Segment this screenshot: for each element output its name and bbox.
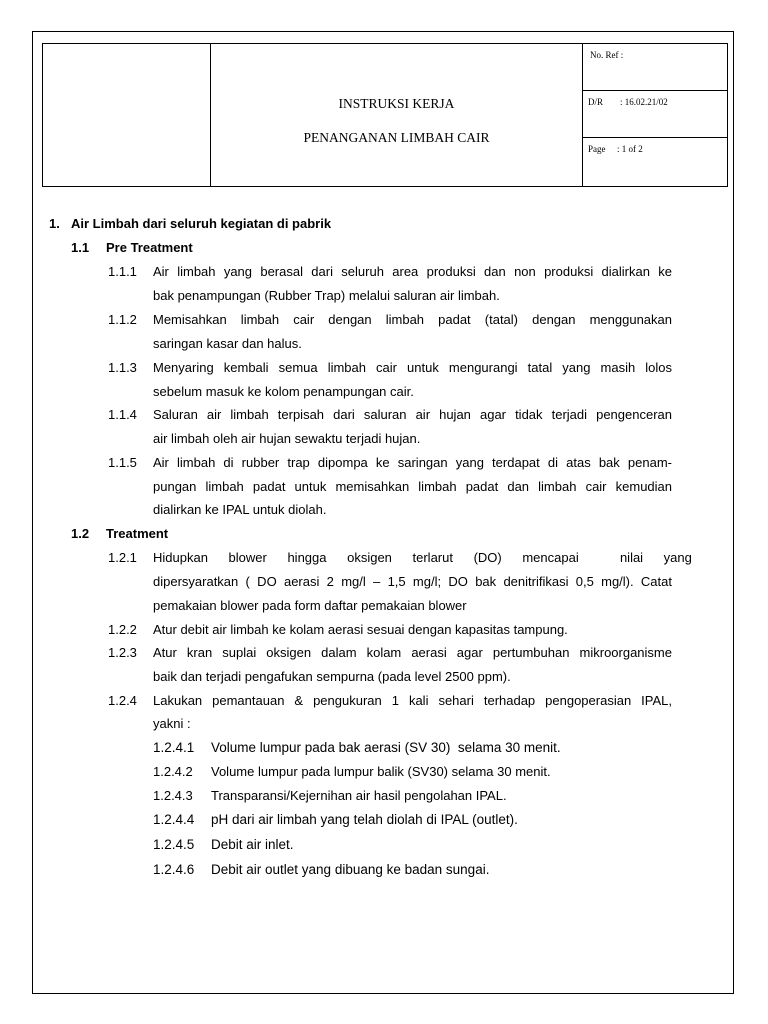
logo-cell — [43, 44, 211, 186]
subsection-number: 1.1 — [71, 240, 90, 255]
item-number: 1.1.1 — [108, 264, 137, 279]
item-number: 1.1.4 — [108, 407, 137, 422]
sub-item-number: 1.2.4.2 — [153, 764, 193, 779]
item-text-line: dialirkan ke IPAL untuk diolah. — [153, 502, 327, 517]
item-number: 1.2.4 — [108, 693, 137, 708]
item-text-line: dipersyaratkan ( DO aerasi 2 mg/l – 1,5 mg/l; DO bak denitrifikasi 0,5 mg/l). Catat — [153, 574, 672, 589]
item-text-line: Air limbah yang berasal dari seluruh area produksi dan non produksi dialirkan ke — [153, 264, 672, 279]
sub-item-text: Debit air inlet. — [211, 837, 294, 852]
item-text-line: sebelum masuk ke kolom penampungan cair. — [153, 384, 414, 399]
item-text-line: Lakukan pemantauan & pengukuran 1 kali sehari terhadap pengoperasian IPAL, — [153, 693, 672, 708]
item-text-line: Saluran air limbah terpisah dari saluran air hujan agar tidak terjadi pengenceran — [153, 407, 672, 422]
item-number: 1.1.5 — [108, 455, 137, 470]
subsection-title: Pre Treatment — [106, 240, 193, 255]
item-text-line: Menyaring kembali semua limbah cair untuk mengurangi tatal yang masih lolos — [153, 360, 672, 375]
sub-item-text: pH dari air limbah yang telah diolah di IPAL (outlet). — [211, 812, 518, 827]
sub-item-text: Debit air outlet yang dibuang ke badan sungai. — [211, 862, 490, 877]
item-text-line: Atur kran suplai oksigen dalam kolam aerasi agar pertumbuhan mikroorganisme — [153, 645, 672, 660]
doc-subject-title: PENANGANAN LIMBAH CAIR — [303, 130, 490, 145]
title-cell — [211, 44, 583, 186]
item-text-line: yakni : — [153, 716, 191, 731]
dr-row — [583, 91, 727, 138]
sub-item-number: 1.2.4.3 — [153, 788, 193, 803]
page-value: : 1 of 2 — [617, 144, 643, 154]
section-title: Air Limbah dari seluruh kegiatan di pabrik — [71, 216, 332, 231]
sub-item-text: Transparansi/Kejernihan air hasil pengolahan IPAL. — [211, 788, 507, 803]
sub-item-number: 1.2.4.1 — [153, 740, 195, 755]
item-text-line: Atur debit air limbah ke kolam aerasi sesuai dengan kapasitas tampung. — [153, 622, 568, 637]
sub-item-text: Volume lumpur pada lumpur balik (SV30) selama 30 menit. — [211, 764, 551, 779]
section-number: 1. — [49, 216, 60, 231]
item-text-line: baik dan terjadi pengafukan sempurna (pada level 2500 ppm). — [153, 669, 511, 684]
item-text-line: pungan limbah padat untuk memisahkan limbah padat dan limbah cair kemudian — [153, 479, 672, 494]
sub-item-number: 1.2.4.4 — [153, 812, 195, 827]
page-row — [583, 138, 727, 186]
no-ref-label: No. Ref : — [590, 50, 624, 60]
item-text-line: Memisahkan limbah cair dengan limbah padat (tatal) dengan menggunakan — [153, 312, 672, 327]
item-number: 1.1.2 — [108, 312, 137, 327]
page-label: Page — [588, 144, 606, 154]
dr-label: D/R — [588, 97, 604, 107]
item-number: 1.2.2 — [108, 622, 137, 637]
dr-value: : 16.02.21/02 — [620, 97, 668, 107]
sub-item-number: 1.2.4.6 — [153, 862, 195, 877]
no-ref-row — [583, 44, 727, 91]
item-text-line: pemakaian blower pada form daftar pemakaian blower — [153, 598, 467, 613]
subsection-number: 1.2 — [71, 526, 90, 541]
item-text-line: saringan kasar dan halus. — [153, 336, 302, 351]
item-number: 1.2.3 — [108, 645, 137, 660]
item-number: 1.2.1 — [108, 550, 137, 565]
sub-item-number: 1.2.4.5 — [153, 837, 195, 852]
item-text-line: Hidupkan blower hingga oksigen terlarut (DO) mencapai nilai yang — [153, 550, 692, 565]
subsection-title: Treatment — [106, 526, 169, 541]
item-number: 1.1.3 — [108, 360, 137, 375]
meta-cell — [583, 44, 727, 186]
item-text-line: bak penampungan (Rubber Trap) melalui saluran air limbah. — [153, 288, 500, 303]
document-header — [42, 43, 728, 187]
item-text-line: air limbah oleh air hujan sewaktu terjadi hujan. — [153, 431, 421, 446]
sub-item-text: Volume lumpur pada bak aerasi (SV 30) selama 30 menit. — [211, 740, 561, 755]
item-text-line: Air limbah di rubber trap dipompa ke saringan yang terdapat di atas bak penam- — [153, 455, 672, 470]
doc-type-title: INSTRUKSI KERJA — [338, 96, 455, 111]
